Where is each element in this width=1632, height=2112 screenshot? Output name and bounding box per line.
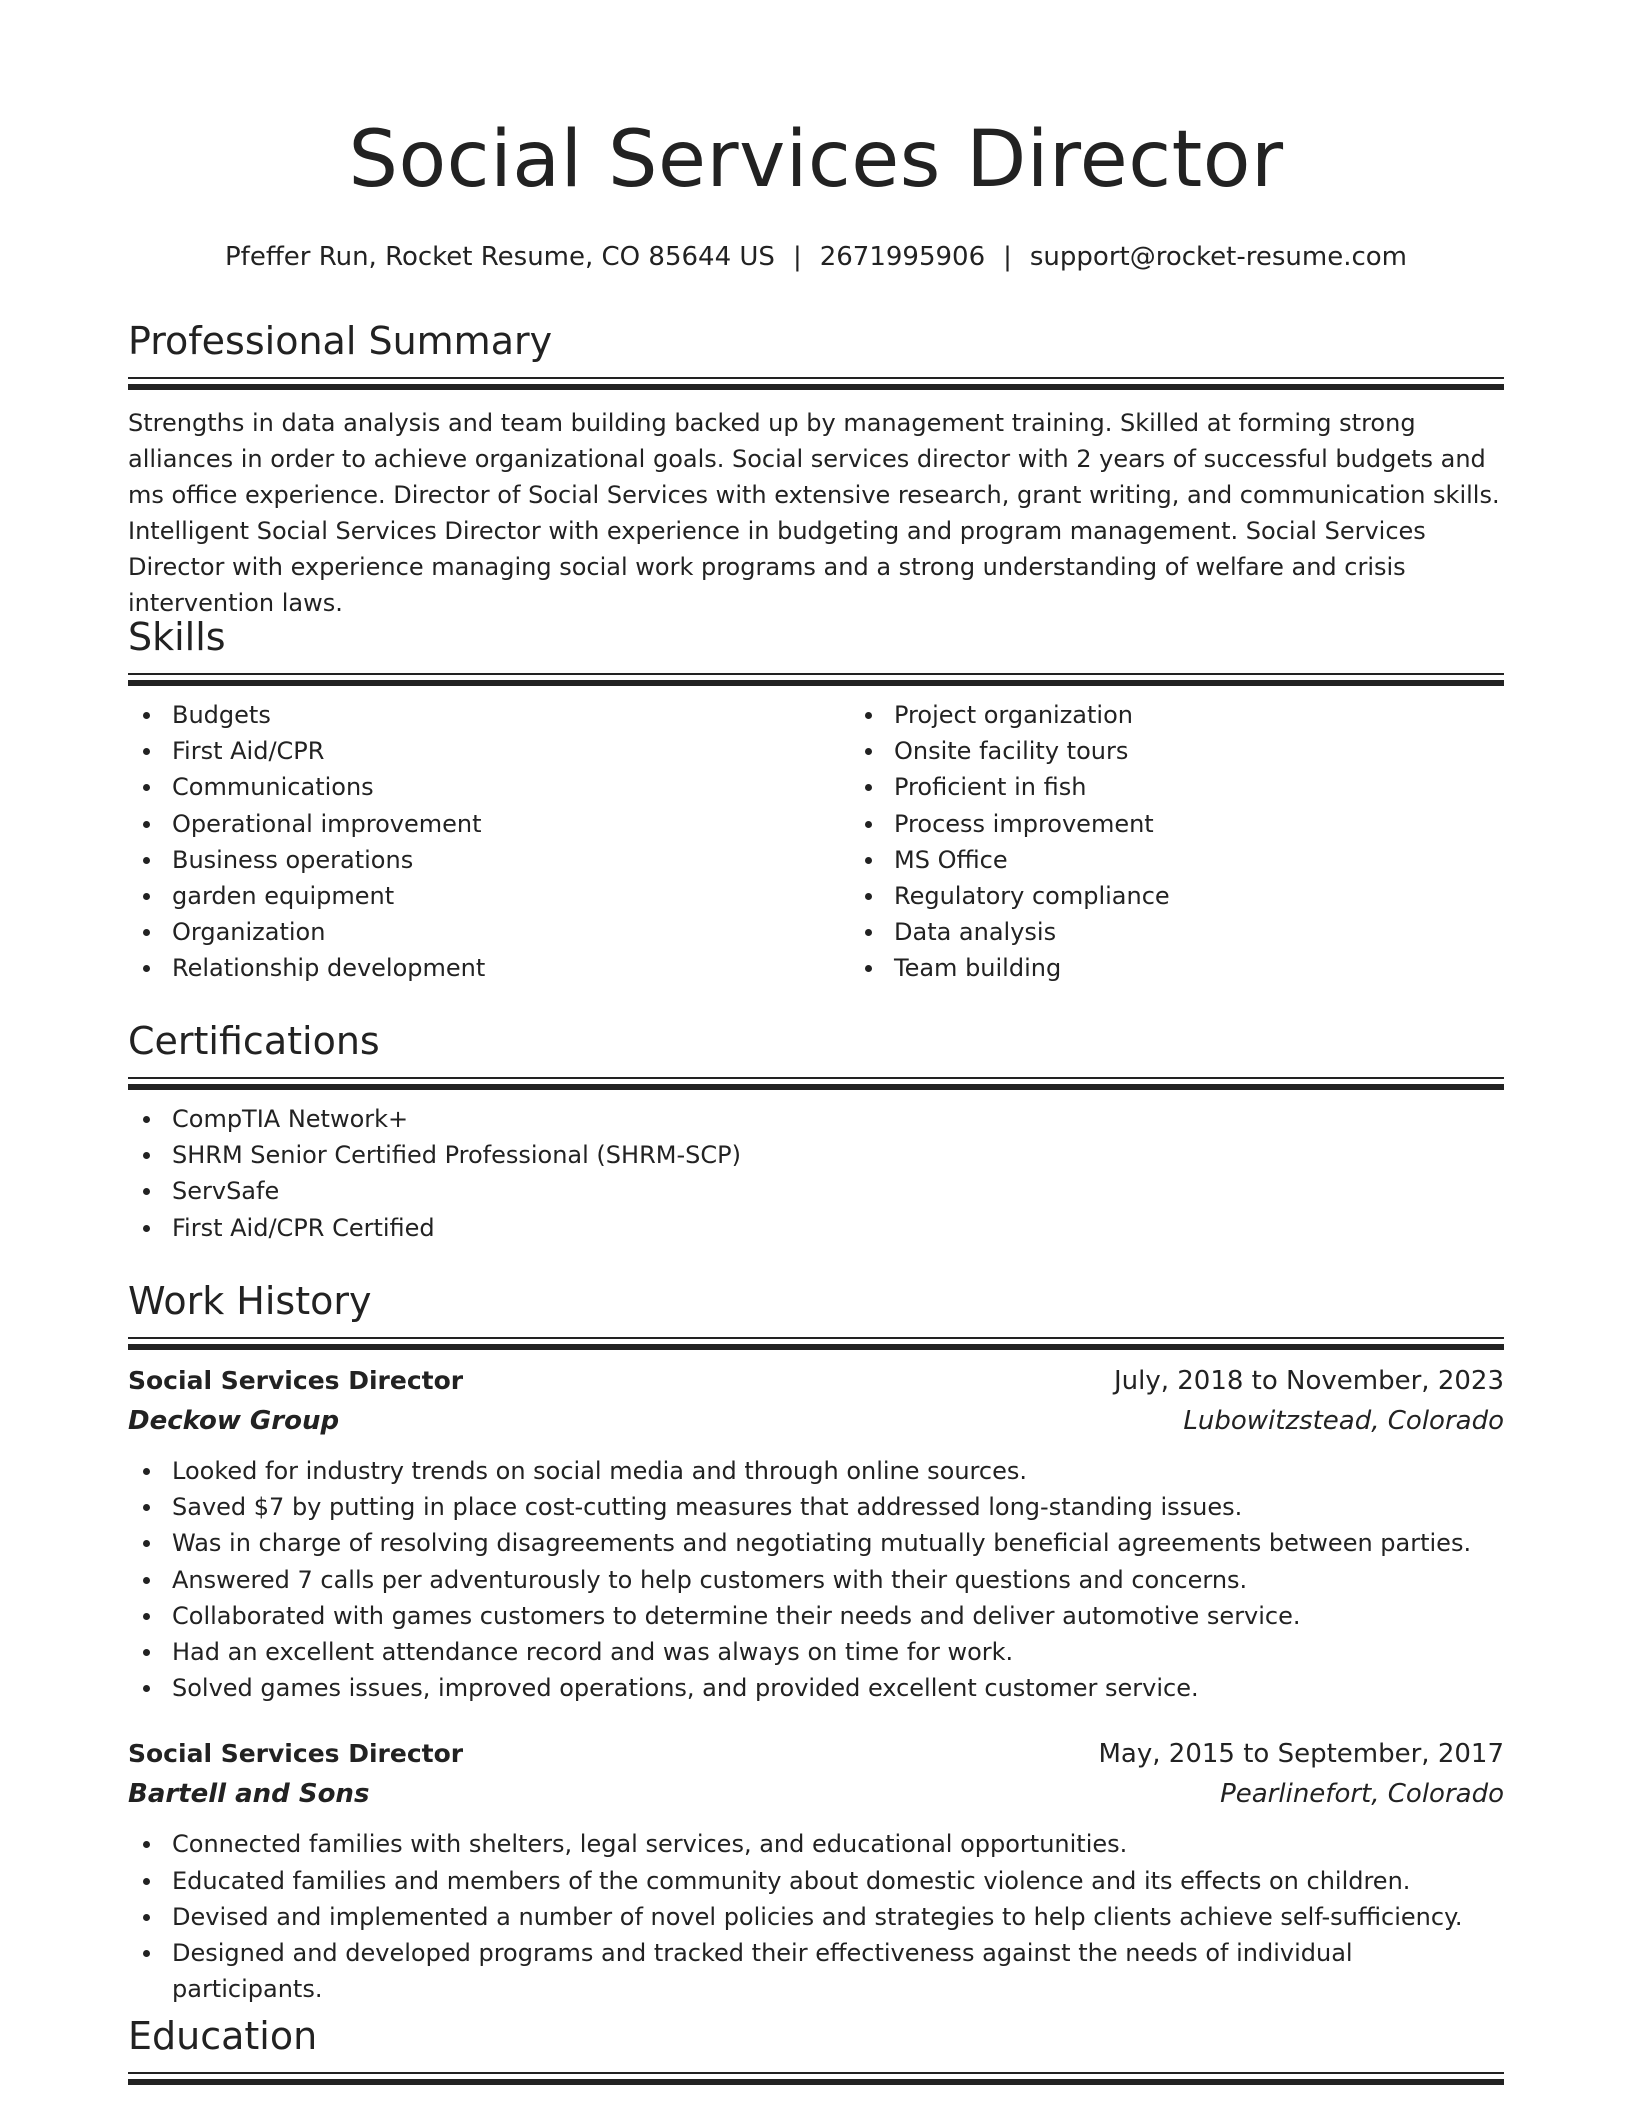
skill-item: First Aid/CPR [172, 733, 850, 769]
skill-item: Regulatory compliance [894, 878, 1572, 914]
section-divider [128, 2072, 1504, 2084]
skill-item: Data analysis [894, 914, 1572, 950]
section-title-certifications: Certifications [128, 1019, 380, 1063]
contact-separator: | [1003, 242, 1012, 272]
job-dates: July, 2018 to November, 2023 [1113, 1366, 1504, 1396]
certification-item: CompTIA Network+ [172, 1101, 1504, 1137]
job-bullets [128, 1826, 1504, 2007]
contact-address: Pfeffer Run, Rocket Resume, CO 85644 US [225, 242, 775, 272]
job-bullets [128, 1453, 1504, 1706]
job-bullet: Solved games issues, improved operations, and provided excellent customer service. [172, 1670, 1504, 1706]
section-title-work-history: Work History [128, 1279, 372, 1323]
certification-item: SHRM Senior Certified Professional (SHRM-SCP) [172, 1137, 1504, 1173]
section-title-education: Education [128, 2014, 318, 2058]
skill-item: Process improvement [894, 806, 1572, 842]
contact-line [128, 239, 1504, 275]
resume-name: Social Services Director [348, 115, 1284, 205]
skill-item: MS Office [894, 842, 1572, 878]
job-bullet: Saved $7 by putting in place cost-cutting measures that addressed long-standing issues. [172, 1489, 1504, 1525]
skill-item: Budgets [172, 697, 850, 733]
section-title-summary: Professional Summary [128, 319, 553, 363]
job-header-row [128, 1734, 1504, 1774]
certifications-list [128, 1101, 1504, 1246]
job-bullet: Educated families and members of the community about domestic violence and its effects on children. [172, 1863, 1504, 1899]
certification-item: ServSafe [172, 1173, 1504, 1209]
job-company: Bartell and Sons [128, 1779, 370, 1810]
job-bullet: Answered 7 calls per adventurously to help customers with their questions and concerns. [172, 1562, 1504, 1598]
skill-item: Communications [172, 769, 850, 805]
skills-section [128, 613, 1504, 987]
skill-item: Proficient in fish [894, 769, 1572, 805]
education-section [128, 2012, 1504, 2084]
job-bullet: Designed and developed programs and tracked their effectiveness against the needs of individual participants. [172, 1935, 1504, 2007]
job-bullet: Devised and implemented a number of novel policies and strategies to help clients achieve self-sufficiency. [172, 1899, 1504, 1935]
skill-item: garden equipment [172, 878, 850, 914]
summary-text: Strengths in data analysis and team building backed up by management training. Skilled at forming strong alliances in order to achieve organizational goals. Social services director with 2 years of successful budgets and ms office experience. Director of Social Services with extensive research, grant writing, and communication skills. Intelligent Social Services Director with experience in budgeting and program management. Social Services Director with experience managing social work programs and a strong understanding of welfare and crisis intervention laws. [128, 409, 1500, 617]
job-dates: May, 2015 to September, 2017 [1098, 1739, 1504, 1770]
job-company-row [128, 1774, 1504, 1814]
section-title-skills: Skills [128, 615, 226, 659]
contact-phone: 2671995906 [819, 242, 986, 272]
certification-item: First Aid/CPR Certified [172, 1210, 1504, 1246]
skill-item: Operational improvement [172, 806, 850, 842]
job-title: Social Services Director [128, 1366, 464, 1395]
skill-item: Project organization [894, 697, 1572, 733]
job-title: Social Services Director [128, 1739, 464, 1769]
job-location: Lubowitzstead, Colorado [1183, 1406, 1504, 1436]
section-divider [128, 377, 1504, 389]
work-history-section [128, 1277, 1504, 2007]
job-entry [128, 1361, 1504, 1706]
skill-item: Business operations [172, 842, 850, 878]
job-bullet: Looked for industry trends on social media and through online sources. [172, 1453, 1504, 1489]
job-bullet: Was in charge of resolving disagreements and negotiating mutually beneficial agreements between parties. [172, 1525, 1504, 1561]
job-bullet: Collaborated with games customers to determine their needs and deliver automotive service. [172, 1598, 1504, 1634]
job-bullet: Connected families with shelters, legal services, and educational opportunities. [172, 1826, 1504, 1862]
skill-item: Organization [172, 914, 850, 950]
section-divider [128, 1337, 1504, 1349]
skill-item: Team building [894, 950, 1572, 986]
skills-list-right [850, 697, 1572, 987]
job-bullet: Had an excellent attendance record and was always on time for work. [172, 1634, 1504, 1670]
job-location: Pearlinefort, Colorado [1220, 1779, 1504, 1810]
summary-section [128, 317, 1504, 621]
contact-separator: | [792, 242, 802, 272]
job-entry [128, 1734, 1504, 2007]
skill-item: Relationship development [172, 950, 850, 986]
job-header-row [128, 1361, 1504, 1401]
skills-list-left [128, 697, 850, 987]
skills-columns [128, 697, 1504, 987]
job-company: Deckow Group [128, 1406, 340, 1436]
section-divider [128, 1077, 1504, 1089]
contact-email[interactable]: support@rocket-resume.com [1029, 242, 1407, 272]
job-company-row [128, 1401, 1504, 1441]
certifications-section [128, 1017, 1504, 1246]
section-divider [128, 673, 1504, 685]
skill-item: Onsite facility tours [894, 733, 1572, 769]
